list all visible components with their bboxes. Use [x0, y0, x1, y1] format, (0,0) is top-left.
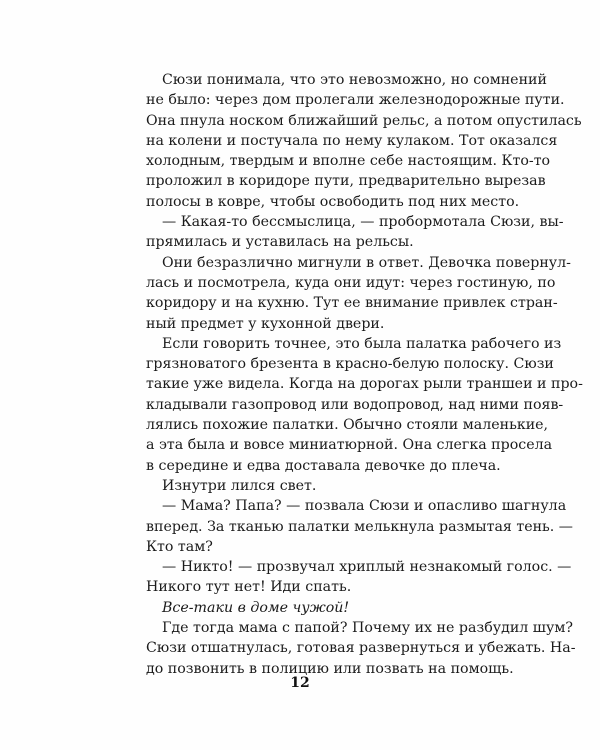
text-line: ный предмет у кухонной двери.	[146, 315, 385, 332]
text-line: Все-таки в доме чужой!	[162, 599, 350, 616]
text-line: — Мама? Папа? — позвала Сюзи и опасливо шагнула	[162, 498, 567, 515]
paragraph	[130, 618, 576, 679]
text-line: в середине и едва доставала девочке до плеча.	[146, 457, 501, 474]
text-line: кладывали газопровод или водопровод, над ними появ-	[146, 396, 564, 413]
text-line: Изнутри лился свет.	[162, 477, 317, 494]
paragraph	[130, 476, 466, 496]
text-line: холодным, твердым и вполне себе настоящим. Кто-то	[146, 153, 551, 170]
text-line: проложил в коридоре пути, предварительно вырезав	[146, 173, 546, 190]
text-line: Никого тут нет! Иди спать.	[146, 579, 352, 596]
text-line: — Какая-то бессмыслица, — пробормотала Сюзи, вы-	[162, 214, 564, 231]
text-line: а эта была и вовсе миниатюрной. Она слегка просела	[146, 437, 553, 454]
text-line: грязноватого брезента в красно-белую полоску. Сюзи	[146, 356, 554, 373]
text-line: на колени и постучала по нему кулаком. Тот оказался	[146, 132, 558, 149]
text-line: лялись похожие палатки. Обычно стояли маленькие,	[146, 417, 549, 434]
text-line: Она пнула носком ближайший рельс, а потом опустилась	[146, 112, 582, 129]
paragraph	[130, 70, 582, 212]
text-line: полосы в ковре, чтобы освободить под них место.	[146, 193, 520, 210]
paragraph	[130, 557, 572, 598]
text-line: вперед. За тканью палатки мелькнула размытая тень. —	[146, 518, 573, 535]
text-line: коридору и на кухню. Тут ее внимание привлек стран-	[146, 295, 558, 312]
text-line: Сюзи отшатнулась, готовая развернуться и убежать. На-	[146, 640, 576, 657]
text-line: Они безразлично мигнули в ответ. Девочка повернул-	[162, 254, 571, 271]
text-line: Где тогда мама с папой? Почему их не разбудил шум?	[162, 620, 573, 637]
body-text	[130, 70, 583, 679]
paragraph	[130, 496, 573, 557]
italic-paragraph	[130, 598, 466, 618]
text-line: до позвонить в полицию или позвать на помощь.	[146, 660, 514, 677]
page-number: 12	[290, 675, 310, 691]
text-line: такие уже видела. Когда на дорогах рыли траншеи и про-	[146, 376, 583, 393]
paragraph	[130, 334, 583, 476]
text-line: Сюзи понимала, что это невозможно, но сомнений	[162, 72, 547, 88]
text-line: прямилась и уставилась на рельсы.	[146, 234, 414, 251]
text-line: Если говорить точнее, это была палатка рабочего из	[162, 335, 562, 352]
paragraph	[130, 212, 564, 253]
text-line: лась и посмотрела, куда они идут: через гостиную, по	[146, 274, 556, 291]
text-line: Кто там?	[146, 538, 213, 555]
text-line: не было: через дом пролегали железнодорожные пути.	[146, 92, 565, 109]
paragraph	[130, 253, 571, 334]
text-line: — Никто! — прозвучал хриплый незнакомый голос. —	[162, 559, 572, 576]
